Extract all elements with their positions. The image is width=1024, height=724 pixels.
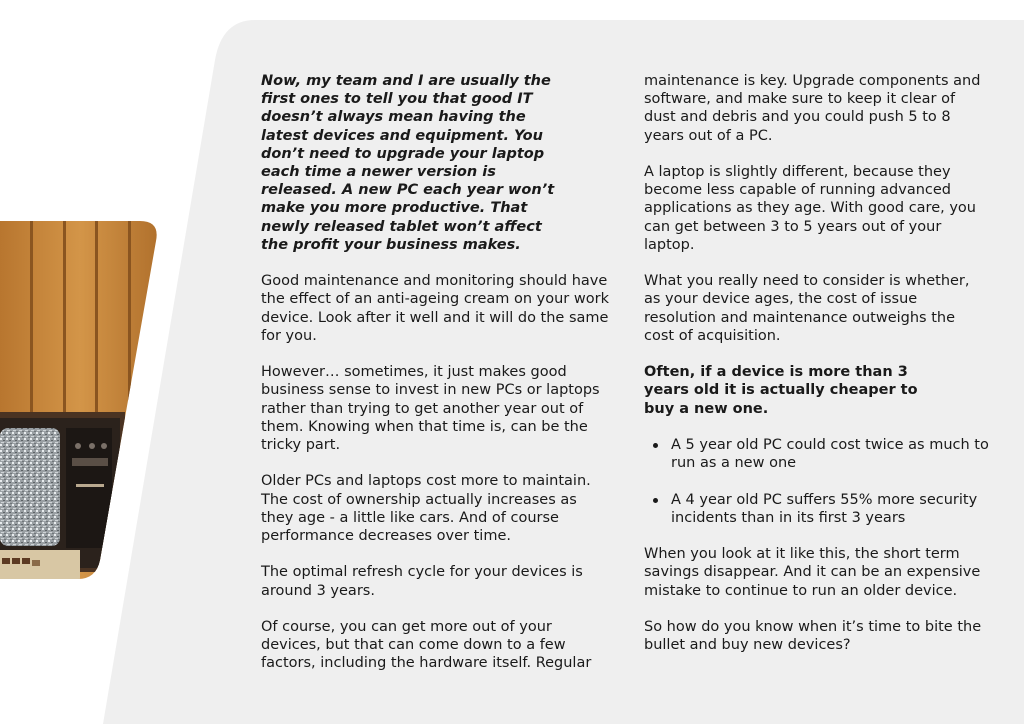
paragraph-of-course: Of course, you can get more out of your devices, but that can come down to a few factors, including the hardware itself. Regular <box>261 619 592 672</box>
paragraph-older-pcs: Older PCs and laptops cost more to maintain. The cost of ownership actually increases as they age - a little like cars. And of course performance decreases over time. <box>261 473 591 545</box>
paragraph-maintenance-key: maintenance is key. Upgrade components and software, and make sure to keep it clear of dust and debris and you could push 5 to 8 years out of a PC. <box>644 73 981 144</box>
bullet-item: A 5 year old PC could cost twice as much to run as a new one <box>671 437 989 472</box>
paragraph-however: However… sometimes, it just makes good business sense to invest in new PCs or laptops rather than trying to get another year out of them. Knowing when that time is, can be the tricky part. <box>261 364 600 454</box>
paragraph-consider: What you really need to consider is whether, as your device ages, the cost of issue resolution and maintenance outweighs the cost of acquisition. <box>644 273 970 344</box>
paragraph-refresh-cycle: The optimal refresh cycle for your devices is around 3 years. <box>261 564 583 599</box>
paragraph-savings: When you look at it like this, the short term savings disappear. And it can be an expensive mistake to continue to run an older device. <box>644 546 981 599</box>
left-column <box>261 72 611 691</box>
paragraph-laptop: A laptop is slightly different, because they become less capable of running advanced applications as they age. With good care, you can get between 3 to 5 years out of your laptop. <box>644 164 976 253</box>
paragraph-question: So how do you know when it’s time to bite the bullet and buy new devices? <box>644 618 982 654</box>
intro-paragraph: Now, my team and I are usually the first ones to tell you that good IT doesn’t always mean having the latest devices and equipment. You don’t need to upgrade your laptop each time a newer version is released. A new PC each year won’t make you more productive. That newly released tablet won’t affect the profit your business makes. <box>261 73 555 253</box>
bullet-list <box>644 436 989 527</box>
highlight-paragraph: Often, if a device is more than 3 years old it is actually cheaper to buy a new one. <box>644 364 918 417</box>
bullet-item: A 4 year old PC suffers 55% more security incidents than in its first 3 years <box>671 491 989 527</box>
paragraph-maintenance: Good maintenance and monitoring should have the effect of an anti-ageing cream on your work device. Look after it well and it will do the same for you. <box>261 273 609 344</box>
right-column <box>644 72 989 673</box>
